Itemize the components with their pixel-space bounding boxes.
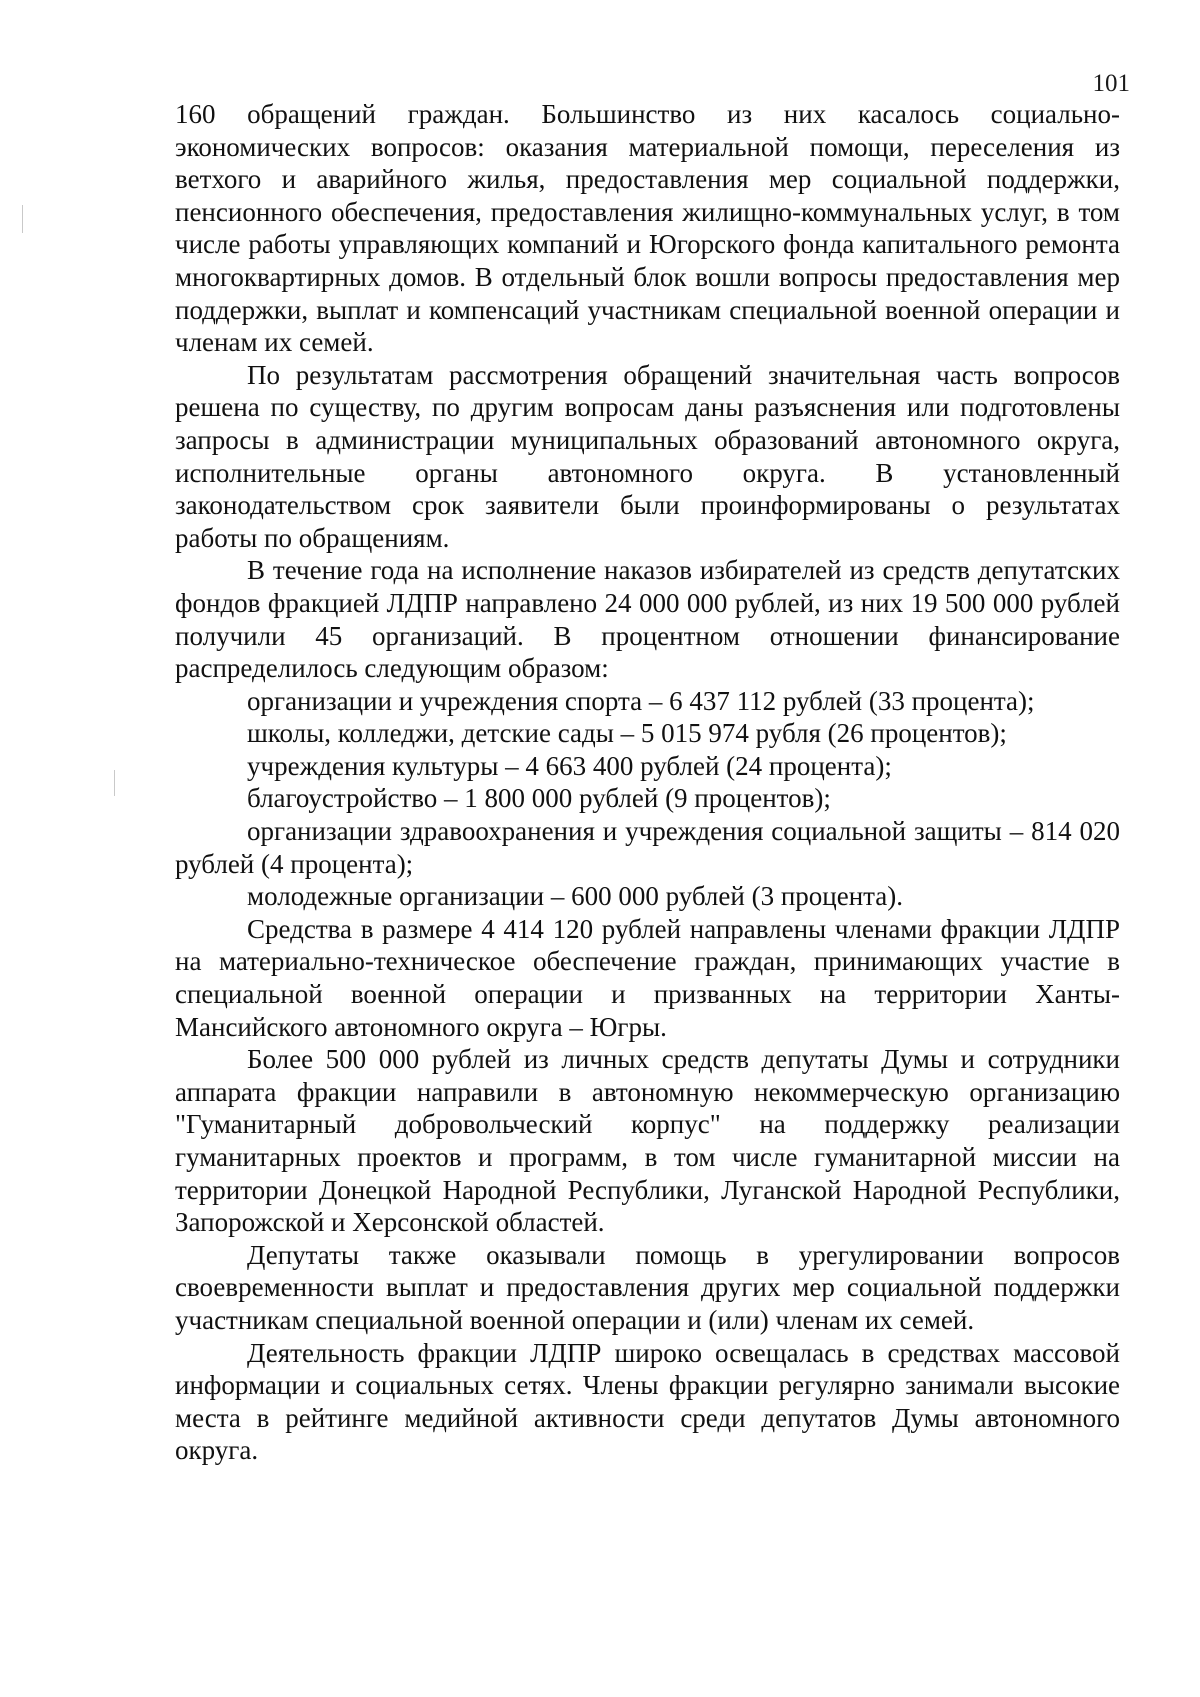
paragraph-humanitarian-corps: Более 500 000 рублей из личных средств депутаты Думы и сотрудники аппарата фракции направили в автономную некоммерческую организацию "Гуманитарный добровольческий корпус" на поддержку реализации гуманитарных проектов и программ, в том числе гуманитарной миссии на территории Донецкой Народной Республики, Луганской Народной Республики, Запорожской и Херсонской областей. <box>175 1044 1120 1238</box>
list-item: организации и учреждения спорта – 6 437 112 рублей (33 процента); <box>247 685 1035 716</box>
paragraph-deputy-funds: В течение года на исполнение наказов избирателей из средств депутатских фондов фракцией ЛДПР направлено 24 000 000 рублей, из них 19 500 000 рублей получили 45 организаций. В процентном отношении финансирование распределилось следующим образом: <box>175 555 1120 684</box>
paragraph-svo-support: Средства в размере 4 414 120 рублей направлены членами фракции ЛДПР на материально-техническое обеспечение граждан, принимающих участие в специальной военной операции и призванных на территории Ханты-Мансийского автономного округа – Югры. <box>175 913 1120 1042</box>
list-item: молодежные организации – 600 000 рублей (3 процента). <box>247 881 904 912</box>
funding-list <box>175 685 1120 913</box>
scan-artifact-line <box>114 770 115 796</box>
scan-artifact-line <box>22 205 23 233</box>
paragraph-appeal-results: По результатам рассмотрения обращений значительная часть вопросов решена по существу, по другим вопросам даны разъяснения или подготовлены запросы в администрации муниципальных образований автономного округа, исполнительные органы автономного округа. В установленный законодательством срок заявители были проинформированы о результатах работы по обращениям. <box>175 359 1120 553</box>
list-item: учреждения культуры – 4 663 400 рублей (24 процента); <box>247 750 892 781</box>
list-item: благоустройство – 1 800 000 рублей (9 процентов); <box>247 783 831 814</box>
paragraph-citizen-appeals: 160 обращений граждан. Большинство из них касалось социально-экономических вопросов: оказания материальной помощи, переселения из ветхого и аварийного жилья, предоставления мер социальной поддержки, пенсионного обеспечения, предоставления жилищно-коммунальных услуг, в том числе работы управляющих компаний и Югорского фонда капитального ремонта многоквартирных домов. В отдельный блок вошли вопросы предоставления мер поддержки, выплат и компенсаций участникам специальной военной операции и членам их семей. <box>175 99 1120 358</box>
document-body <box>175 98 1120 1467</box>
page-number: 101 <box>1092 70 1130 97</box>
paragraph-media-coverage: Деятельность фракции ЛДПР широко освещалась в средствах массовой информации и социальных сетях. Члены фракции регулярно занимали высокие места в рейтинге медийной активности среди депутатов Думы автономного округа. <box>175 1337 1120 1466</box>
paragraph-payments-assistance: Депутаты также оказывали помощь в урегулировании вопросов своевременности выплат и предоставления других мер социальной поддержки участникам специальной военной операции и (или) членам их семей. <box>175 1239 1120 1335</box>
list-item: школы, колледжи, детские сады – 5 015 974 рубля (26 процентов); <box>247 718 1007 749</box>
list-item: организации здравоохранения и учреждения социальной защиты – 814 020 рублей (4 процента); <box>175 816 1120 879</box>
